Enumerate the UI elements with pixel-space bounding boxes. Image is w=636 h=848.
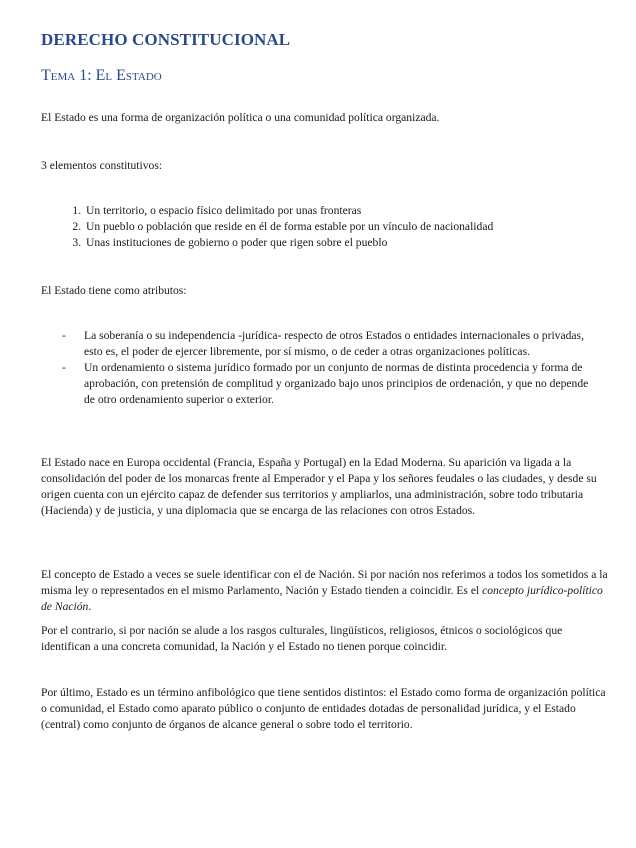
nation-concept-italic: concepto jurídico-político de Nación [41,584,603,613]
origin-paragraph: El Estado nace en Europa occidental (Francia, España y Portugal) en la Edad Moderna. Su aparición va ligada a la consolidación del poder de los monarcas frente al Emperador y el Papa y los señores feudales o las ciudades, y desde su origen cuenta con un ejército capaz de defender sus territorios y ampliarlos, una administración, sobre todo tributaria (Hacienda) y de justicia, y una diplomacia que se encarga de las relaciones con otros Estados. [41,456,597,517]
contrary-paragraph: Por el contrario, si por nación se alude a los rasgos culturales, lingüísticos, religiosos, étnicos o sociológicos que identifican a una concreta comunidad, la Nación y el Estado no tienen porque coincidir. [41,624,563,653]
attributes-heading: El Estado tiene como atributos: [41,284,187,297]
document-title: DERECHO CONSTITUCIONAL [41,30,291,49]
attribute-text: Un ordenamiento o sistema jurídico formado por un conjunto de normas de distinta procedencia y forma de aprobación, con pretensión de complitud y organizado bajo unos principios de ordenación, y que no depende de otro ordenamiento superior o exterior. [84,361,589,406]
list-item: 2. Un pueblo o población que reside en él de forma estable por un vínculo de nacionalidad [84,219,636,235]
list-item [41,360,601,408]
dash-bullet: - [62,329,66,342]
section-title: Tema 1: El Estado [41,67,162,84]
final-paragraph: Por último, Estado es un término anfibológico que tiene sentidos distintos: el Estado como forma de organización política o comunidad, el Estado como aparato público o conjunto de entidades dotadas de personalidad jurídica, y el Estado (central) como conjunto de órganos de alcance general o sobre todo el territorio. [41,686,606,731]
dash-bullet: - [62,361,66,374]
nation-paragraph [41,567,613,615]
list-item: 1. Un territorio, o espacio físico delimitado por unas fronteras [84,203,636,219]
list-item [41,328,601,360]
nation-paragraph-end: . [88,600,92,613]
elements-heading: 3 elementos constitutivos: [41,159,163,172]
list-item: 3. Unas instituciones de gobierno o poder que rigen sobre el pueblo [84,235,636,251]
attribute-text: La soberanía o su independencia -jurídica- respecto de otros Estados o entidades internacionales o privadas, esto es, el poder de ejercer libremente, por sí mismo, o de ceder a otras organizaciones políticas. [84,329,584,358]
attributes-list [41,328,601,408]
nation-paragraph-text: El concepto de Estado a veces se suele identificar con el de Nación. Si por nación nos referimos a todos los sometidos a la misma ley o representados en el mismo Parlamento, Nación y Estado tienden a coincidir. Es el [41,568,608,597]
elements-list [41,203,636,251]
intro-paragraph: El Estado es una forma de organización política o una comunidad política organizada. [41,111,440,124]
